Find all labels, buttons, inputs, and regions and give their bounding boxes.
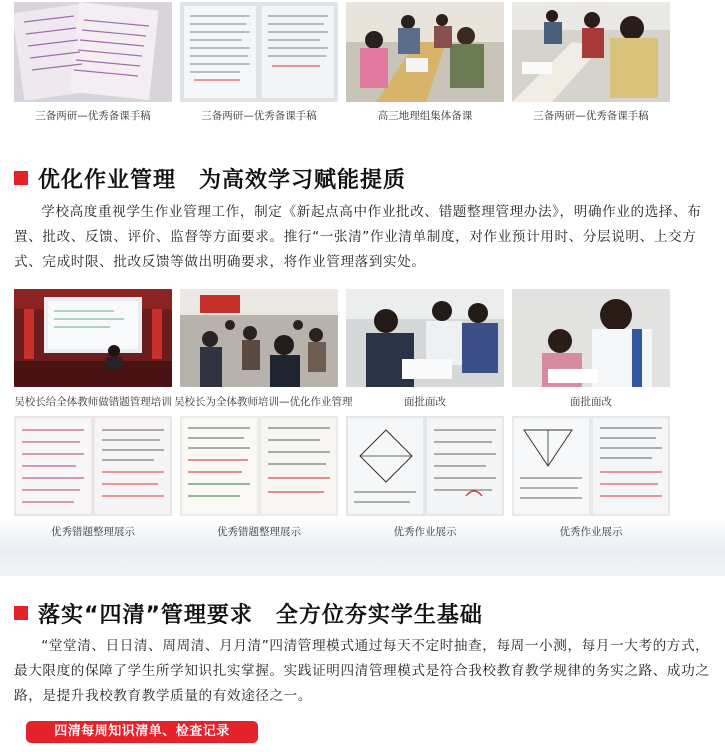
red-square-icon: [14, 606, 28, 620]
photo-principal-training-2: [180, 289, 338, 387]
photo-caption: 高三地理组集体备课: [377, 110, 473, 122]
photo-lesson-manuscript-1: [14, 2, 172, 102]
photo-caption: 吴校长为全体教师培训—优化作业管理: [174, 396, 353, 408]
section-title-text: 落实“四清”管理要求 全方位夯实学生基础: [38, 603, 483, 628]
photo-caption: 吴校长给全体教师做错题管理培训: [14, 396, 172, 408]
photo-homework-showcase-2: [512, 416, 670, 516]
photo-error-notebook-2: [180, 416, 338, 516]
section-paragraph: 学校高度重视学生作业管理工作，制定《新起点高中作业批改、错题整理管理办法》，明确作业的选择、布置、批改、反馈、评价、监督等方面要求。推行“一张清”作业清单制度，对作业预计用时、分层说明、上交方式、完成时限、批改反馈等做出明确要求，将作业管理落到实处。: [14, 204, 702, 270]
section-title-text: 优化作业管理 为高效学习赋能提质: [38, 168, 407, 193]
photo-caption: 优秀错题整理展示: [217, 526, 301, 538]
photo-caption: 三备两研—优秀备课手稿: [533, 110, 649, 122]
red-square-icon: [14, 171, 28, 185]
photo-error-notebook-1: [14, 416, 172, 516]
photo-principal-training-1: [14, 289, 172, 387]
photo-lesson-manuscript-3: [512, 2, 670, 102]
photo-face-to-face-correction-2: [512, 289, 670, 387]
photo-caption: 面批面改: [404, 396, 446, 408]
photo-geography-group-prep: [346, 2, 504, 102]
photo-lesson-manuscript-2: [180, 2, 338, 102]
photo-face-to-face-correction-1: [346, 289, 504, 387]
photo-caption: 优秀作业展示: [559, 526, 623, 538]
photo-caption: 三备两研—优秀备课手稿: [35, 110, 151, 122]
photo-homework-showcase-1: [346, 416, 504, 516]
photo-caption: 优秀错题整理展示: [51, 526, 135, 538]
photo-caption: 优秀作业展示: [393, 526, 457, 538]
section-divider: [0, 570, 725, 576]
photo-caption: 面批面改: [570, 396, 612, 408]
section-title-four-clear: [14, 598, 483, 629]
section-paragraph: “堂堂清、日日清、周周清、月月清”四清管理模式通过每天不定时抽查，每周一小测，每月一大考的方式，最大限度的保障了学生所学知识扎实掌握。实践证明四清管理模式是符合我校教育教学规律的务实之路、成功之路，是提升我校教育教学质量的有效途径之一。: [14, 638, 710, 704]
weekly-checklist-badge: 四清每周知识清单、检查记录: [26, 721, 258, 743]
photo-caption: 三备两研—优秀备课手稿: [201, 110, 317, 122]
section-title-homework: [14, 163, 406, 194]
